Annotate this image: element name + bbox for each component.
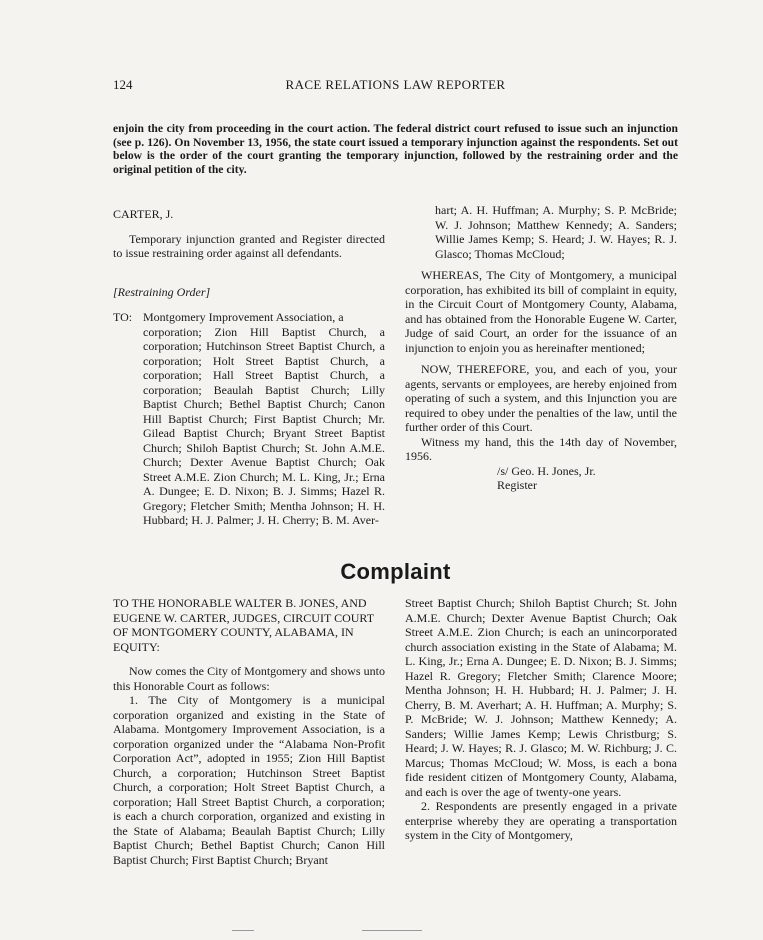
complaint-right-column <box>405 596 677 843</box>
now-therefore-paragraph: NOW, THEREFORE, you, and each of you, your agents, servants or employees, are hereby enjoined from operating of such a system, and this Injunction you are required to obey under the penalties of the law, until the further order of this Court. <box>405 362 677 434</box>
respondents-list-left: corporation; Zion Hill Baptist Church, a corporation; Hutchinson Street Baptist Church, a corporation; Holt Street Baptist Church, a corporation; Hall Street Baptist Church, a corporation; Beaulah Baptist Church; Lilly Baptist Church; Bethel Baptist Church; Canon Hill Baptist Church; First Baptist Church; Mr. Gilead Baptist Church; Bryant Street Baptist Church; Shiloh Baptist Church; St. John A.M.E. Church; Dexter Avenue Baptist Church; Oak Street A.M.E. Zion Church; M. L. King, Jr.; Erna A. Dungee; E. D. Nixon; B. J. Simms; Hazel R. Gregory; Fletcher Smith; Mentha Johnson; H. H. Hubbard; H. J. Palmer; J. H. Cherry; B. M. Aver- <box>143 324 385 527</box>
to-first-line: Montgomery Improvement Association, a <box>143 310 344 324</box>
to-line <box>113 310 385 325</box>
complaint-address: TO THE HONORABLE WALTER B. JONES, AND EUGENE W. CARTER, JUDGES, CIRCUIT COURT OF MONTGOMERY COUNTY, ALABAMA, IN EQUITY: <box>113 596 374 654</box>
running-title: RACE RELATIONS LAW REPORTER <box>285 77 506 92</box>
complaint-heading: Complaint <box>340 559 451 584</box>
order-right-column <box>405 203 677 493</box>
complaint-paragraph-2: 2. Respondents are presently engaged in a private enterprise whereby they are operating a transportation system in the City of Montgomery, <box>405 799 677 842</box>
witness-paragraph: Witness my hand, this the 14th day of November, 1956. <box>405 434 677 463</box>
footer-marks <box>232 930 432 932</box>
to-label: TO: <box>113 310 133 324</box>
judge-name: CARTER, J. <box>113 207 174 221</box>
complaint-left-column <box>113 596 385 867</box>
running-header <box>113 77 678 93</box>
complaint-paragraph-1-left: 1. The City of Montgomery is a municipal corporation organized and existing in the State of Alabama. Montgomery Improvement Association, is a corporation organized under the “Alabama Non-Profit Corporation Act”, adopted in 1955; Zion Hill Baptist Church, a corporation; Hutchinson Street Baptist Church, a corporation; Holt Street Baptist Church, a corporation; Hall Street Baptist Church, a corporation; is each a church corporation, organized and existing in the State of Alabama; Beaulah Baptist Church; Lilly Baptist Church; Bethel Baptist Church; Canon Hill Baptist Church; First Baptist Church; Bryant <box>113 693 385 867</box>
complaint-paragraph-1-right: Street Baptist Church; Shiloh Baptist Church; St. John A.M.E. Church; Dexter Avenue Baptist Church; Oak Street A.M.E. Zion Church; is each an unincorporated church association existing in the State of Alabama; M. L. King, Jr.; Erna A. Dungee; E. D. Nixon; B. J. Simms; Hazel R. Gregory; Fletcher Smith; Clarence Moore; Mentha Johnson; H. H. Hubbard; H. J. Palmer; J. H. Cherry, B. M. Averhart; A. H. Huffman; A. Murphy; S. P. McBride; W. J. Johnson; Matthew Kennedy; A. Sanders; Willie James Kemp; Lewis Christburg; S. Heard; J. W. Hayes; R. J. Glasco; M. W. Richburg; J. C. Marcus; Thomas McCloud; W. Moss, is each a bona fide resident citizen of Montgomery County, Alabama, and each is over the age of twenty-one years. <box>405 596 677 799</box>
signature-name: /s/ Geo. H. Jones, Jr. <box>497 463 596 478</box>
complaint-opening: Now comes the City of Montgomery and shows unto this Honorable Court as follows: <box>113 664 385 693</box>
order-left-column <box>113 207 385 528</box>
grant-order: Temporary injunction granted and Register directed to issue restraining order against all defendants. <box>113 231 385 260</box>
intro-paragraph: enjoin the city from proceeding in the court action. The federal district court refused to issue such an injunction (see p. 126). On November 13, 1956, the state court issued a temporary injunction against the respondents. Set out below is the order of the court granting the temporary injunction, followed by the restraining order and the original petition of the city. <box>113 122 678 177</box>
restraining-order-label: [Restraining Order] <box>113 284 211 299</box>
whereas-paragraph: WHEREAS, The City of Montgomery, a municipal corporation, has exhibited its bill of complaint in equity, in the Circuit Court of Montgomery County, Alabama, and has obtained from the Honorable Eugene W. Carter, Judge of said Court, an order for the issuance of an injunction to enjoin you as hereinafter mentioned; <box>405 268 677 355</box>
respondents-list-right: hart; A. H. Huffman; A. Murphy; S. P. McBride; W. J. Johnson; Matthew Kennedy; A. Sanders; Willie James Kemp; S. Heard; J. W. Hayes; R. J. Glasco; Thomas McCloud; <box>435 203 677 261</box>
page-number: 124 <box>113 77 133 92</box>
signature-title: Register <box>497 478 537 492</box>
